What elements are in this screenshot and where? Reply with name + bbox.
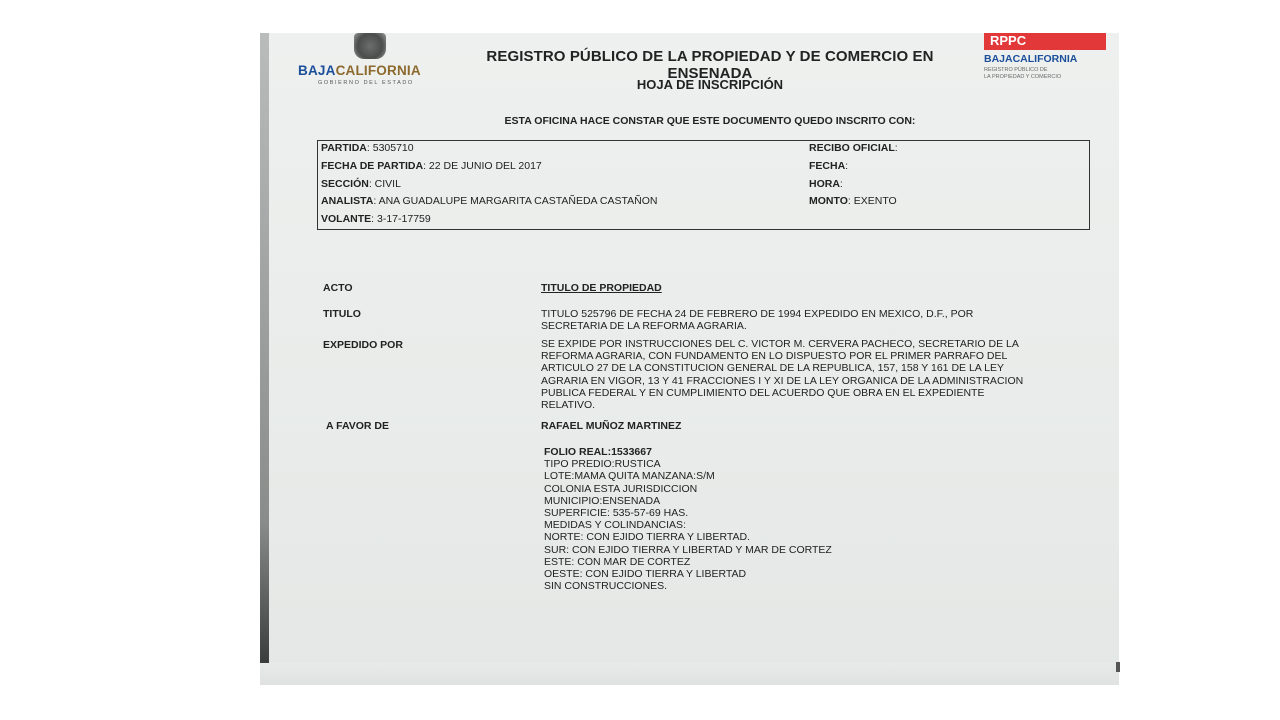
rppc-badge: RPPC	[984, 33, 1106, 50]
seccion-row: SECCIÓN: CIVIL	[321, 178, 401, 190]
folio-line: SUPERFICIE: 535-57-69 HAS.	[544, 507, 689, 520]
acto-label: ACTO	[323, 282, 353, 294]
rppc-logo	[984, 33, 1119, 93]
folio-line: MUNICIPIO:ENSENADA	[544, 494, 661, 507]
registration-statement: ESTA OFICINA HACE CONSTAR QUE ESTE DOCUMENTO QUEDO INSCRITO CON:	[504, 115, 916, 127]
a-favor-label: A FAVOR DE	[326, 420, 390, 432]
fecha-row: FECHA:	[809, 160, 849, 172]
hora-row: HORA:	[809, 178, 843, 190]
analista-row: ANALISTA: ANA GUADALUPE MARGARITA CASTAÑEDA CASTAÑON	[321, 195, 658, 207]
rppc-tagline: REGISTRO PÚBLICO DE LA PROPIEDAD Y COMERCIO	[984, 67, 1062, 80]
page-edge-shadow	[260, 33, 269, 685]
screen-edge-mark	[1116, 662, 1120, 672]
fecha-partida-row: FECHA DE PARTIDA: 22 DE JUNIO DEL 2017	[321, 160, 542, 172]
logo-tagline: GOBIERNO DEL ESTADO	[318, 80, 414, 86]
a-favor-value: RAFAEL MUÑOZ MARTINEZ	[541, 420, 682, 432]
expedido-label: EXPEDIDO POR	[323, 339, 403, 351]
folio-line: SUR: CON EJIDO TIERRA Y LIBERTAD Y MAR DE CORTEZ	[544, 543, 832, 556]
titulo-value: TITULO 525796 DE FECHA 24 DE FEBRERO DE 1994 EXPEDIDO EN MEXICO, D.F., POR SECRETARIA DE LA REFORMA AGRARIA.	[541, 308, 974, 333]
rppc-wordmark: BAJACALIFORNIA	[984, 53, 1078, 65]
titulo-label: TITULO	[323, 308, 361, 320]
state-seal-icon	[354, 33, 386, 59]
partida-row: PARTIDA: 5305710	[321, 142, 414, 154]
folio-line: COLONIA ESTA JURISDICCION	[544, 482, 698, 495]
folio-line: LOTE:MAMA QUITA MANZANA:S/M	[544, 470, 715, 483]
monto-row: MONTO: EXENTO	[809, 195, 897, 207]
acto-value: TITULO DE PROPIEDAD	[541, 282, 662, 294]
folio-line: NORTE: CON EJIDO TIERRA Y LIBERTAD.	[544, 531, 750, 544]
baja-california-logo	[298, 33, 443, 93]
folio-block	[544, 446, 832, 592]
folio-line: MEDIDAS Y COLINDANCIAS:	[544, 519, 686, 532]
document-title: REGISTRO PÚBLICO DE LA PROPIEDAD Y DE COMERCIO EN ENSENADA	[486, 48, 934, 82]
recibo-oficial-row: RECIBO OFICIAL:	[809, 142, 898, 154]
page-bottom-strip	[260, 663, 1119, 685]
expedido-value: SE EXPIDE POR INSTRUCCIONES DEL C. VICTOR M. CERVERA PACHECO, SECRETARIO DE LA REFORMA AGRARIA, CON FUNDAMENTO EN LO DISPUESTO POR EL PRIMER PARRAFO DEL ARTICULO 27 DE LA CONSTITUCION GENERAL DE LA REPUBLICA, 157, 158 Y 161 DE LA LEY AGRARIA EN VIGOR, 13 Y 41 FRACCIONES I Y XI DE LA LEY ORGANICA DE LA ADMINISTRACION PUBLICA FEDERAL Y EN CUMPLIMIENTO DEL ACUERDO QUE OBRA EN EL EXPEDIENTE RELATIVO.	[541, 338, 1024, 412]
document-photo	[260, 33, 1119, 685]
folio-real: FOLIO REAL:1533667	[544, 446, 652, 458]
folio-line: SIN CONSTRUCCIONES.	[544, 580, 668, 593]
folio-line: TIPO PREDIO:RUSTICA	[544, 458, 661, 471]
folio-line: ESTE: CON MAR DE CORTEZ	[544, 555, 691, 568]
volante-row: VOLANTE: 3-17-17759	[321, 213, 431, 225]
folio-line: OESTE: CON EJIDO TIERRA Y LIBERTAD	[544, 568, 747, 581]
document-subtitle: HOJA DE INSCRIPCIÓN	[636, 77, 784, 92]
registration-info-box	[317, 140, 1090, 230]
logo-wordmark: BAJACALIFORNIA	[298, 63, 421, 78]
